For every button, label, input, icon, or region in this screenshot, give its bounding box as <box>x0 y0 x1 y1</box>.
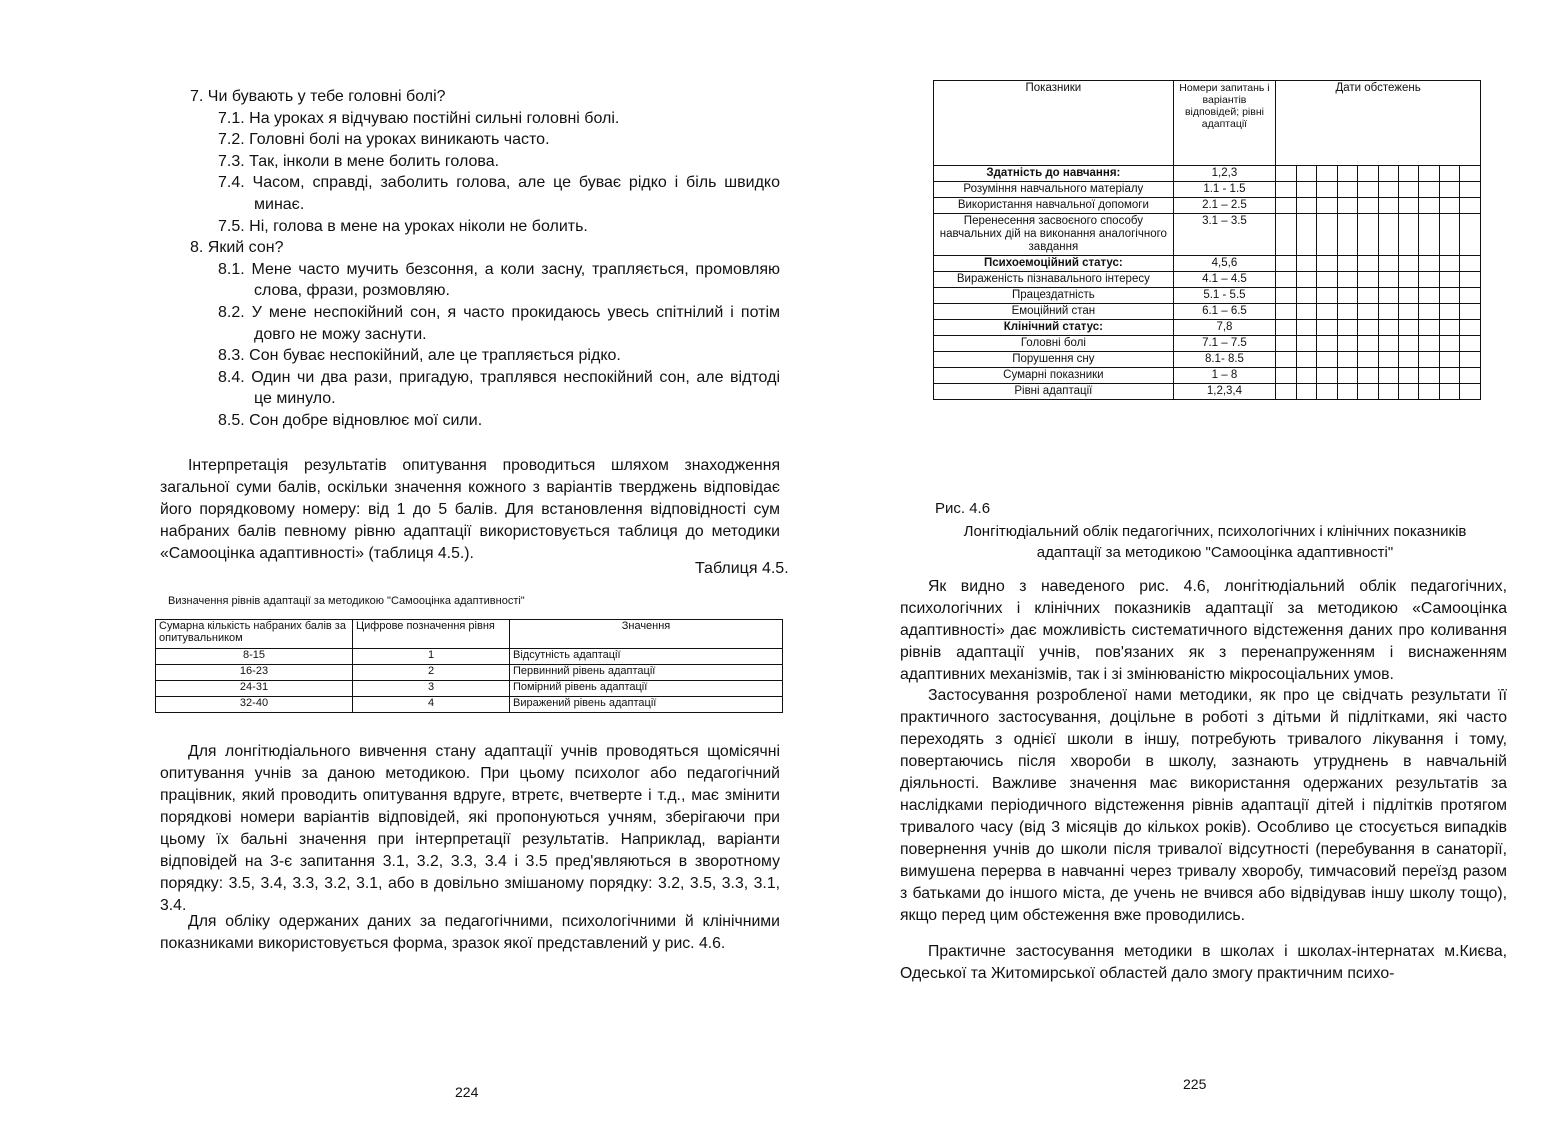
question-number-cell: 7,8 <box>1173 320 1275 336</box>
date-cell <box>1419 166 1439 182</box>
answer-option: 7.2. Головні болі на уроках виникають часто. <box>218 131 550 149</box>
date-cell <box>1460 166 1481 182</box>
date-cell <box>1317 256 1337 272</box>
date-cell <box>1398 368 1418 384</box>
date-cell <box>1337 198 1357 214</box>
date-cell <box>1296 166 1316 182</box>
table-row <box>934 352 1481 368</box>
table-header-row <box>934 81 1481 166</box>
date-cell <box>1419 288 1439 304</box>
date-cell <box>1419 214 1439 256</box>
date-cell <box>1296 352 1316 368</box>
date-cell <box>1317 320 1337 336</box>
date-cell <box>1378 368 1398 384</box>
date-cell <box>1337 320 1357 336</box>
date-cell <box>1317 352 1337 368</box>
table-header-row <box>156 620 783 649</box>
date-cell <box>1378 320 1398 336</box>
question-number-cell: 6.1 – 6.5 <box>1173 304 1275 320</box>
table-row <box>934 198 1481 214</box>
date-cell <box>1398 166 1418 182</box>
date-cell <box>1276 368 1296 384</box>
table-row <box>934 272 1481 288</box>
table-cell: 16-23 <box>156 665 353 681</box>
date-cell <box>1296 368 1316 384</box>
date-cell <box>1337 272 1357 288</box>
answer-option: 7.1. На уроках я відчуваю постійні сильні головні болі. <box>218 109 620 127</box>
table-cell: 3 <box>353 681 510 697</box>
date-cell <box>1276 352 1296 368</box>
date-cell <box>1378 256 1398 272</box>
date-cell <box>1460 214 1481 256</box>
question-list <box>190 86 780 432</box>
table-row <box>156 697 783 713</box>
table-header-cell: Сумарна кількість набраних балів за опитувальником <box>156 620 353 649</box>
date-cell <box>1439 256 1459 272</box>
date-cell <box>1378 288 1398 304</box>
date-cell <box>1337 368 1357 384</box>
date-cell <box>1378 198 1398 214</box>
date-cell <box>1439 384 1459 400</box>
date-cell <box>1317 198 1337 214</box>
date-cell <box>1460 256 1481 272</box>
indicator-cell: Порушення сну <box>934 352 1174 368</box>
date-cell <box>1276 304 1296 320</box>
date-cell <box>1398 288 1418 304</box>
date-cell <box>1460 368 1481 384</box>
table-cell: 24-31 <box>156 681 353 697</box>
date-cell <box>1358 320 1378 336</box>
date-cell <box>1398 304 1418 320</box>
date-cell <box>1439 368 1459 384</box>
table-header-cell: Цифрове позначення рівня <box>353 620 510 649</box>
table-row <box>934 214 1481 256</box>
answer-option: 7.5. Ні, голова в мене на уроках ніколи не болить. <box>218 217 588 235</box>
table-header-cell: Дати обстежень <box>1276 81 1481 166</box>
form-paragraph: Для обліку одержаних даних за педагогічними, психологічними й клінічними показниками використовується форма, зразок якої представлений у рис. 4.6. <box>160 913 780 952</box>
question-number-cell: 1,2,3,4 <box>1173 384 1275 400</box>
date-cell <box>1296 182 1316 198</box>
date-cell <box>1419 182 1439 198</box>
date-cell <box>1439 198 1459 214</box>
date-cell <box>1358 256 1378 272</box>
date-cell <box>1419 320 1439 336</box>
date-cell <box>1337 304 1357 320</box>
table-row <box>934 368 1481 384</box>
date-cell <box>1460 320 1481 336</box>
date-cell <box>1296 384 1316 400</box>
date-cell <box>1296 198 1316 214</box>
table-row <box>934 166 1481 182</box>
indicator-cell: Розуміння навчального матеріалу <box>934 182 1174 198</box>
date-cell <box>1378 272 1398 288</box>
date-cell <box>1378 352 1398 368</box>
page-number: 224 <box>455 1084 479 1100</box>
date-cell <box>1276 384 1296 400</box>
indicator-cell: Рівні адаптації <box>934 384 1174 400</box>
date-cell <box>1296 304 1316 320</box>
table-row <box>934 320 1481 336</box>
date-cell <box>1317 368 1337 384</box>
date-cell <box>1276 288 1296 304</box>
date-cell <box>1419 198 1439 214</box>
date-cell <box>1398 272 1418 288</box>
indicator-cell: Психоемоційний статус: <box>934 256 1174 272</box>
question: 7. Чи бувають у тебе головні болі? <box>190 88 446 105</box>
date-cell <box>1398 384 1418 400</box>
date-cell <box>1358 272 1378 288</box>
date-cell <box>1276 182 1296 198</box>
answer-option: 8.3. Сон буває неспокійний, але це трапляється рідко. <box>218 347 621 365</box>
table-row <box>934 182 1481 198</box>
date-cell <box>1419 352 1439 368</box>
date-cell <box>1398 214 1418 256</box>
date-cell <box>1317 272 1337 288</box>
date-cell <box>1358 336 1378 352</box>
table-row <box>934 256 1481 272</box>
question-number-cell: 4,5,6 <box>1173 256 1275 272</box>
table-row <box>156 649 783 665</box>
date-cell <box>1460 272 1481 288</box>
question-number-cell: 8.1- 8.5 <box>1173 352 1275 368</box>
date-cell <box>1276 166 1296 182</box>
date-cell <box>1419 304 1439 320</box>
date-cell <box>1439 214 1459 256</box>
question-number-cell: 7.1 – 7.5 <box>1173 336 1275 352</box>
answer-option: 8.1. Мене часто мучить безсоння, а коли засну, трапляється, промовляю слова, фрази, розмовляю. <box>218 260 780 300</box>
indicator-cell: Вираженість пізнавального інтересу <box>934 272 1174 288</box>
date-cell <box>1439 166 1459 182</box>
answer-option: 7.4. Часом, справді, заболить голова, але це буває рідко і біль швидко минає. <box>218 174 780 213</box>
question-number-cell: 1,2,3 <box>1173 166 1275 182</box>
paragraph-1: Як видно з наведеного рис. 4.6, лонгітюдіальний облік педагогічних, психологічних і клінічних показників адаптації за методикою «Самооцінка адаптивності» дає можливість систематичного відстеження даних про коливання рівнів адаптації учнів, пов'язаних як з перенапруженням і виснаженням адаптивних механізмів, так і зі змінюваністю мікросоціальних умов. <box>900 578 1507 683</box>
indicator-cell: Здатність до навчання: <box>934 166 1174 182</box>
date-cell <box>1296 320 1316 336</box>
answer-option: 8.5. Сон добре відновлює мої сили. <box>218 411 483 429</box>
date-cell <box>1358 384 1378 400</box>
date-cell <box>1296 256 1316 272</box>
indicator-cell: Сумарні показники <box>934 368 1174 384</box>
date-cell <box>1358 368 1378 384</box>
date-cell <box>1296 272 1316 288</box>
answer-option: 7.3. Так, інколи в мене болить голова. <box>218 152 500 170</box>
indicator-cell: Перенесення засвоєного способу навчальних дій на виконання аналогічного завдання <box>934 214 1174 256</box>
date-cell <box>1398 320 1418 336</box>
question-number-cell: 3.1 – 3.5 <box>1173 214 1275 256</box>
date-cell <box>1276 198 1296 214</box>
date-cell <box>1398 336 1418 352</box>
date-cell <box>1398 198 1418 214</box>
date-cell <box>1276 336 1296 352</box>
date-cell <box>1337 256 1357 272</box>
date-cell <box>1398 352 1418 368</box>
date-cell <box>1419 336 1439 352</box>
date-cell <box>1378 166 1398 182</box>
table-header-cell: Номери запитань і варіантів відповідей; рівні адаптації <box>1173 81 1275 166</box>
date-cell <box>1317 304 1337 320</box>
adaptation-levels-table <box>155 619 783 713</box>
date-cell <box>1296 288 1316 304</box>
table-title: Визначення рівнів адаптації за методикою "Самооцінка адаптивності" <box>168 595 525 607</box>
table-row <box>934 288 1481 304</box>
indicator-cell: Клінічний статус: <box>934 320 1174 336</box>
date-cell <box>1378 384 1398 400</box>
date-cell <box>1296 336 1316 352</box>
date-cell <box>1419 272 1439 288</box>
paragraph-3: Практичне застосування методики в школах і школах-інтернатах м.Києва, Одеської та Житомирської областей дало змогу практичним психо- <box>900 943 1507 982</box>
table-row <box>156 681 783 697</box>
question: 8. Який сон? <box>190 239 284 257</box>
question-number-cell: 5.1 - 5.5 <box>1173 288 1275 304</box>
indicator-cell: Працездатність <box>934 288 1174 304</box>
date-cell <box>1317 166 1337 182</box>
figure-caption: Лонгітюдіальний облік педагогічних, психологічних і клінічних показників адаптації за методикою "Самооцінка адаптивності" <box>963 523 1467 561</box>
table-header-cell: Значення <box>510 620 783 649</box>
date-cell <box>1398 182 1418 198</box>
date-cell <box>1337 182 1357 198</box>
date-cell <box>1337 214 1357 256</box>
longitudinal-paragraph: Для лонгітюдіального вивчення стану адаптації учнів проводяться щомісячні опитування учнів за даною методикою. При цьому психолог або педагогічний працівник, який проводить опитування вдруге, втретє, вчетверте і т.д., має змінити порядкові номери варіантів відповідей, які пропонуються учням, зберігаючи при цьому їх бальні значення при інтерпретації результатів. Наприклад, варіанти відповідей на 3-є запитання 3.1, 3.2, 3.3, 3.4 і 3.5 пред'являються в зворотному порядку: 3.5, 3.4, 3.3, 3.2, 3.1, або в довільно змішаному порядку: 3.2, 3.5, 3.3, 3.1, 3.4. <box>160 743 780 914</box>
date-cell <box>1358 166 1378 182</box>
date-cell <box>1378 214 1398 256</box>
table-cell: 4 <box>353 697 510 713</box>
date-cell <box>1419 256 1439 272</box>
date-cell <box>1439 336 1459 352</box>
date-cell <box>1460 384 1481 400</box>
table-row <box>934 384 1481 400</box>
date-cell <box>1358 352 1378 368</box>
date-cell <box>1276 256 1296 272</box>
date-cell <box>1337 166 1357 182</box>
date-cell <box>1439 320 1459 336</box>
date-cell <box>1378 336 1398 352</box>
table-header-cell: Показники <box>934 81 1174 166</box>
date-cell <box>1419 368 1439 384</box>
date-cell <box>1460 304 1481 320</box>
table-cell: 32-40 <box>156 697 353 713</box>
date-cell <box>1276 214 1296 256</box>
date-cell <box>1460 352 1481 368</box>
date-cell <box>1317 336 1337 352</box>
date-cell <box>1439 182 1459 198</box>
date-cell <box>1317 214 1337 256</box>
indicator-cell: Головні болі <box>934 336 1174 352</box>
page-number: 225 <box>1183 1076 1207 1092</box>
date-cell <box>1439 288 1459 304</box>
table-row <box>934 304 1481 320</box>
answer-option: 8.4. Один чи два рази, пригадую, траплявся неспокійний сон, але відтоді це минуло. <box>218 368 780 408</box>
date-cell <box>1358 288 1378 304</box>
longitudinal-record-table <box>933 80 1481 400</box>
date-cell <box>1439 352 1459 368</box>
date-cell <box>1296 214 1316 256</box>
paragraph-2: Застосування розробленої нами методики, як про це свідчать результати її практичного застосування, доцільне в роботі з дітьми й підлітками, які часто переходять з однієї школи в іншу, потребують тривалого лікування і тому, повертаючись після хвороби в школу, зазнають утруднень в навчальній діяльності. Важливе значення має використання одержаних результатів за наслідками періодичного відстеження рівнів адаптації дітей і підлітків протягом тривалого часу (від 3 місяців до кількох років). Особливо це стосується випадків повернення учнів до школи після тривалої відсутності (перебування в санаторії, вимушена перерва в навчанні через тривалу хворобу, тимчасовий переїзд разом з батьками до іншого міста, де учень не вчився або відвідував іншу школу тощо), якщо перед цим обстеження вже проводились. <box>900 687 1507 924</box>
table-cell: Первинний рівень адаптації <box>510 665 783 681</box>
indicator-cell: Емоційний стан <box>934 304 1174 320</box>
date-cell <box>1358 214 1378 256</box>
question-number-cell: 1 – 8 <box>1173 368 1275 384</box>
table-row <box>156 665 783 681</box>
date-cell <box>1398 256 1418 272</box>
date-cell <box>1460 198 1481 214</box>
date-cell <box>1419 384 1439 400</box>
table-cell: 1 <box>353 649 510 665</box>
date-cell <box>1358 304 1378 320</box>
table-cell: 2 <box>353 665 510 681</box>
date-cell <box>1460 182 1481 198</box>
date-cell <box>1317 384 1337 400</box>
table-cell: 8-15 <box>156 649 353 665</box>
date-cell <box>1337 336 1357 352</box>
date-cell <box>1358 198 1378 214</box>
figure-number: Рис. 4.6 <box>935 500 991 517</box>
date-cell <box>1378 182 1398 198</box>
question-number-cell: 4.1 – 4.5 <box>1173 272 1275 288</box>
date-cell <box>1317 182 1337 198</box>
date-cell <box>1317 288 1337 304</box>
question-number-cell: 2.1 – 2.5 <box>1173 198 1275 214</box>
table-cell: Помірний рівень адаптації <box>510 681 783 697</box>
date-cell <box>1358 182 1378 198</box>
date-cell <box>1276 272 1296 288</box>
interpretation-paragraph: Інтерпретація результатів опитування проводиться шляхом знаходження загальної суми балів, оскільки значення кожного з варіантів тверджень відповідає його порядковому номеру: від 1 до 5 балів. Для встановлення відповідності сум набраних балів певному рівню адаптації використовується таблиця до методики «Самооцінка адаптивності» (таблиця 4.5.). <box>160 457 780 562</box>
question-number-cell: 1.1 - 1.5 <box>1173 182 1275 198</box>
date-cell <box>1337 384 1357 400</box>
date-cell <box>1378 304 1398 320</box>
date-cell <box>1276 320 1296 336</box>
table-row <box>934 336 1481 352</box>
table-cell: Виражений рівень адаптації <box>510 697 783 713</box>
date-cell <box>1337 288 1357 304</box>
right-page <box>860 0 1547 1147</box>
date-cell <box>1460 288 1481 304</box>
indicator-cell: Використання навчальної допомоги <box>934 198 1174 214</box>
answer-option: 8.2. У мене неспокійний сон, я часто прокидаюсь увесь спітнілий і потім довго не можу заснути. <box>218 303 780 343</box>
date-cell <box>1439 304 1459 320</box>
date-cell <box>1337 352 1357 368</box>
table-label: Таблиця 4.5. <box>695 560 789 577</box>
date-cell <box>1460 336 1481 352</box>
date-cell <box>1439 272 1459 288</box>
table-cell: Відсутність адаптації <box>510 649 783 665</box>
